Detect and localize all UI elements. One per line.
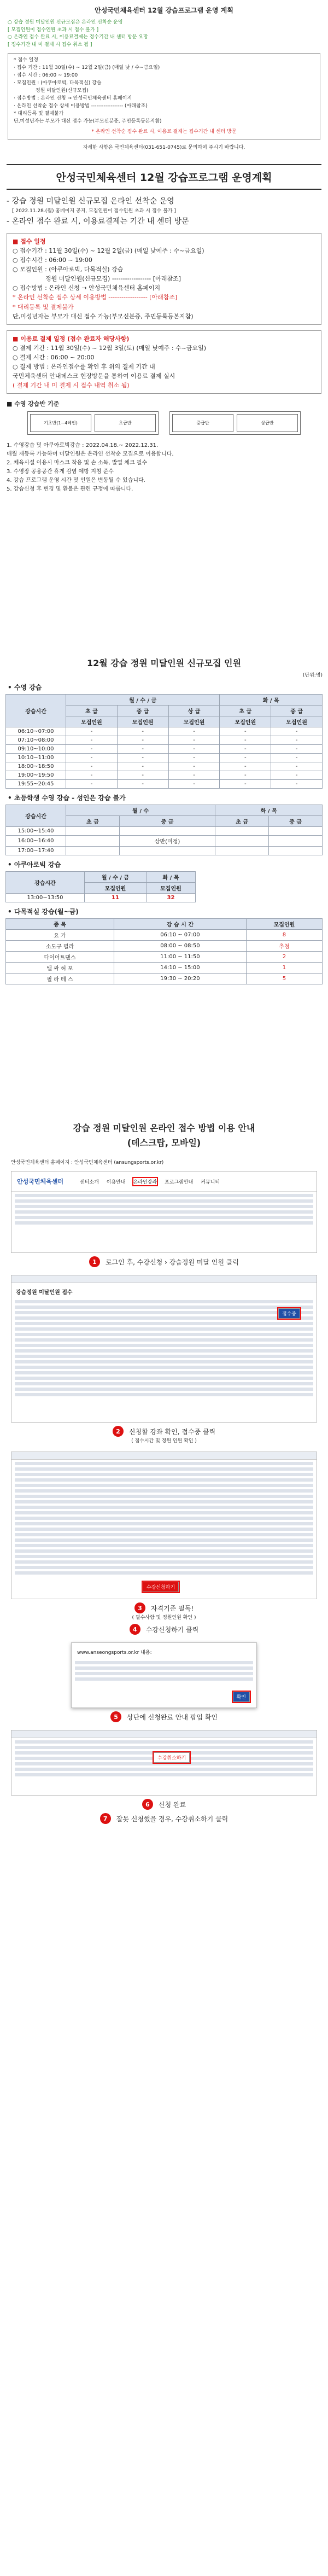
warn-text: * 온라인 선착순 접수 완료 시, 이용료 결제는 접수기간 내 센터 방문: [91, 129, 237, 135]
plan-note: 5. 강습신청 후 변경 및 환불은 관련 규정에 따릅니다.: [7, 486, 133, 492]
col-level: 상 급: [168, 706, 220, 716]
step-text: 신청 완료: [158, 1800, 186, 1809]
schedule-line: ○ 접수시간 : 06:00 ~ 19:00: [13, 257, 92, 264]
nav-item[interactable]: 센터소개: [80, 1179, 99, 1185]
table-cell: -: [271, 754, 323, 762]
step-note: ( 필수사항 및 정원인원 확인 ): [132, 1615, 196, 1621]
col-level: 초 급: [220, 706, 271, 716]
table-cell: -: [168, 780, 220, 789]
table-cell: -: [220, 754, 271, 762]
schedule-line: ○ 접수방법 : 온라인 신청 → 안성국민체육센터 홈페이지: [13, 284, 161, 292]
table-cell: 16:00~16:40: [6, 836, 66, 847]
pool-lane: 기초반(1~4레인): [30, 414, 91, 432]
col-time: 강 습 시 간: [114, 919, 247, 930]
table-cell: -: [117, 771, 168, 780]
table-cell: 상반(미정): [119, 836, 215, 847]
table-cell: -: [66, 762, 118, 771]
step-6: [11, 1799, 317, 1810]
table-row: [6, 827, 323, 836]
table-cell: -: [271, 762, 323, 771]
schedule-line: * 대리등록 및 결제불가: [13, 303, 74, 311]
table-cell: -: [271, 771, 323, 780]
schedule-head: ■ 접수 일정: [13, 238, 46, 246]
table-cell: -: [220, 780, 271, 789]
col-time: 강습시간: [6, 695, 66, 727]
step-number: 5: [110, 1711, 121, 1722]
info-line: · 온라인 선착순 접수 상세 이용방법 ------------------ (아래참조): [14, 103, 148, 109]
table-cell: -: [220, 727, 271, 736]
step-text: 신청할 강좌 확인, 접수중 클릭: [128, 1427, 216, 1436]
schedule-line: 정원 미달인원(신규모집) ------------------ [아래참조]: [45, 275, 181, 283]
table-cell: 5: [246, 974, 322, 984]
pay-line: ( 결제 기간 내 미 결제 시 접수 내역 취소 됨): [13, 381, 130, 389]
contact-text: 자세한 사항은 국민체육센터(031-651-0745)로 문의하여 주시기 바랍니다.: [83, 145, 245, 151]
header-notes: [8, 19, 320, 49]
col-name: 종 목: [6, 919, 114, 930]
howto-subtitle: (데스크탑, 모바일): [127, 1138, 201, 1148]
table-row: [6, 963, 323, 974]
table-row: [6, 941, 323, 952]
multi-table: [5, 918, 323, 984]
col-time: 강습시간: [6, 872, 85, 894]
pay-line: 국민체육센터 안내데스크 현장방문을 통하여 이용료 결제 실시: [13, 372, 175, 380]
col-group: 화 / 목: [215, 805, 323, 816]
table-row: [6, 727, 323, 736]
table-cell: 다이어트댄스: [6, 952, 114, 963]
step-number: 1: [89, 1256, 100, 1267]
schedule-line: 단,미성년자는 부모가 대신 접수 가능(부모신분증, 주민등록등본지참): [13, 312, 194, 320]
howto-title: 강습 정원 미달인원 온라인 접수 방법 이용 안내: [73, 1123, 255, 1133]
plan-note: 1. 수영강습 및 아쿠아로빅강습 : 2022.04.18.~ 2022.12.31.: [7, 442, 159, 448]
table-cell: 15:00~15:40: [6, 827, 66, 836]
popup-text: www.anseongsports.or.kr 내용:: [77, 1650, 152, 1656]
col-sub: 모집인원: [220, 716, 271, 727]
col-level: 중 급: [269, 816, 323, 827]
col-sub: 모집인원: [168, 716, 220, 727]
step-text: 잘못 신청했을 경우, 수강취소하기 클릭: [116, 1815, 229, 1823]
table-cell: 06:10 ~ 07:00: [114, 930, 247, 941]
pool-map-weekday: [27, 411, 159, 435]
schedule-box: [7, 233, 321, 324]
col-time: 강습시간: [6, 805, 66, 827]
step-number: 6: [142, 1799, 153, 1810]
kids-table-head: • 초등학생 수영 강습 - 성인은 강습 불가: [8, 794, 126, 802]
table-cell: 소도구 필라: [6, 941, 114, 952]
step-number: 7: [100, 1813, 111, 1824]
step-4: [11, 1624, 317, 1635]
table-cell: [66, 827, 120, 836]
table-cell: -: [66, 771, 118, 780]
table-cell: 08:00 ~ 08:50: [114, 941, 247, 952]
pay-line: ○ 결제 방법 : 온라인접수를 확인 후 위의 결제 기간 내: [13, 363, 155, 370]
table-cell: -: [117, 727, 168, 736]
col-group: 화 / 목: [220, 695, 323, 706]
step-7: [11, 1813, 317, 1824]
table-cell: 19:55~20:45: [6, 780, 66, 789]
step-1: [11, 1256, 317, 1267]
table-cell: -: [117, 745, 168, 754]
plan-note: 2. 체육시설 이용시 마스크 착용 및 손 소독, 발열 체크 필수: [7, 459, 148, 466]
table-row: [6, 836, 323, 847]
info-line: * 접수 일정: [14, 57, 38, 63]
col-group: 화 / 목: [146, 872, 195, 883]
pool-lane: 상급반: [237, 414, 298, 432]
header-info-box: [8, 53, 320, 140]
schedule-line: ○ 접수기간 : 11월 30일(수) ~ 12월 2일(금) (매일 낮예주 : 수~금요일): [13, 247, 204, 255]
plan-bullets: [7, 195, 321, 228]
table-cell: 밸 싸 허 포: [6, 963, 114, 974]
step-note: ( 접수시간 및 정원 인원 확인 ): [131, 1438, 197, 1444]
step-number: 4: [130, 1624, 140, 1635]
col-sub: 모집인원: [146, 883, 195, 894]
table-cell: [269, 847, 323, 855]
info-line: · 모집인원 : (아쿠아로빅, 다목적실) 강습: [14, 80, 102, 86]
table-cell: 07:10~08:00: [6, 736, 66, 745]
kids-table: [5, 805, 323, 855]
count-cell: 32: [146, 894, 195, 902]
header-title: 안성국민체육센터 12월 강습프로그램 운영 계획: [95, 7, 233, 14]
pool-map-weekend: [169, 411, 301, 435]
info-line: · 접수 시간 : 06:00 ~ 19:00: [14, 72, 78, 78]
step-number: 2: [113, 1426, 124, 1437]
info-line: 정원 미달인원(신규모집): [36, 88, 89, 94]
pay-box: [7, 330, 321, 394]
table-cell: -: [168, 771, 220, 780]
table-cell: 18:00~18:50: [6, 762, 66, 771]
plan-section: [0, 164, 328, 494]
table-cell: -: [271, 736, 323, 745]
col-sub: 모집인원: [85, 883, 147, 894]
table-cell: [119, 847, 215, 855]
table-cell: 19:00~19:50: [6, 771, 66, 780]
site-logo: 안성국민체육센터: [17, 1178, 64, 1185]
pay-line: ○ 결제 기간 : 11월 30일(수) ~ 12월 3일(토) (매일 낮예주 : 수~금요일): [13, 344, 207, 352]
plan-notes: [7, 441, 321, 494]
table-cell: -: [168, 745, 220, 754]
table-cell: -: [271, 745, 323, 754]
table-cell: -: [168, 727, 220, 736]
col-sub: 모집인원: [117, 716, 168, 727]
nav-item[interactable]: 커뮤니티: [201, 1179, 220, 1185]
step-2: [11, 1426, 317, 1437]
col-group: 월 / 수 / 금: [85, 872, 147, 883]
table-cell: -: [220, 745, 271, 754]
col-sub: 모집인원: [271, 716, 323, 727]
swim-table-head: • 수영 강습: [8, 684, 42, 691]
table-cell: [119, 827, 215, 836]
table-row: [6, 762, 323, 771]
table-cell: 요 가: [6, 930, 114, 941]
table-cell: -: [220, 736, 271, 745]
col-level: 초 급: [66, 816, 120, 827]
col-level: 초 급: [66, 706, 118, 716]
table-cell: -: [271, 727, 323, 736]
screenshot-course-detail: [11, 1452, 317, 1599]
table-row: [6, 930, 323, 941]
table-cell: 필 라 테 스: [6, 974, 114, 984]
recruit-section: [0, 656, 328, 984]
table-cell: -: [271, 780, 323, 789]
table-row: [6, 974, 323, 984]
col-sub: 모집인원: [66, 716, 118, 727]
header-note: [ 모집인원이 접수인원 초과 시 접수 불가 ]: [8, 27, 99, 33]
table-cell: 추첨: [246, 941, 322, 952]
apply-button[interactable]: 접수중: [278, 1308, 300, 1319]
schedule-line: * 온라인 선착순 접수 상세 이용방법 ------------------ [아래참조]: [13, 294, 178, 301]
table-cell: [66, 836, 120, 847]
info-line: · 접수 기간 : 11월 30일(수) ~ 12월 2일(금) (매일 낮 / 수~금요일): [14, 65, 160, 71]
table-cell: 8: [246, 930, 322, 941]
recruit-title: 12월 강습 정원 미달인원 신규모집 인원: [87, 658, 241, 668]
table-row: [6, 771, 323, 780]
col-count: 모집인원: [246, 919, 322, 930]
col-group: 월 / 수 / 금: [66, 695, 220, 706]
table-cell: -: [66, 745, 118, 754]
table-cell: -: [220, 762, 271, 771]
list-title: 강습정원 미달인원 접수: [16, 1290, 73, 1296]
step-text: 로그인 후, 수강신청 › 강습정원 미달 인원 클릭: [106, 1258, 239, 1266]
header-section: [0, 5, 328, 150]
table-cell: -: [117, 736, 168, 745]
info-line: * 대리등록 및 결제불가: [14, 110, 64, 116]
table-cell: 11:00 ~ 11:50: [114, 952, 247, 963]
col-level: 초 급: [215, 816, 269, 827]
pool-lane: 중급반: [172, 414, 233, 432]
submit-course-button[interactable]: 수강신청하기: [143, 1582, 179, 1592]
unit-label: (단위:명): [302, 673, 323, 678]
col-level: 중 급: [271, 706, 323, 716]
pool-lane: 초급반: [95, 414, 156, 432]
table-row: [6, 754, 323, 762]
time-cell: 13:00~13:50: [6, 894, 85, 902]
table-row: [6, 745, 323, 754]
aqua-table-head: • 아쿠아로빅 강습: [8, 861, 61, 869]
pool-maps: [7, 411, 321, 435]
screenshot-course-list: [11, 1275, 317, 1423]
table-cell: 19:30 ~ 20:20: [114, 974, 247, 984]
table-cell: -: [168, 736, 220, 745]
header-note: ○ 강습 정원 미달인원 신규모집은 온라인 선착순 운영: [8, 20, 123, 25]
plan-note: 3. 수영장 공용공간 휴게 감염 예방 지침 준수: [7, 468, 114, 475]
step-text: 상단에 신청완료 안내 팝업 확인: [127, 1713, 218, 1721]
table-cell: -: [66, 736, 118, 745]
nav-item[interactable]: 온라인강좌: [133, 1178, 157, 1185]
pay-head: ■ 이용료 결제 일정 (접수 완료자 해당사항): [13, 335, 130, 342]
table-cell: -: [66, 780, 118, 789]
table-cell: [269, 836, 323, 847]
table-row: [6, 847, 323, 855]
screenshot-popup: [71, 1642, 257, 1708]
table-cell: [215, 847, 269, 855]
plan-bullet: - 강습 정원 미달인원 신규모집 온라인 선착순 운영: [7, 197, 174, 206]
table-cell: -: [66, 727, 118, 736]
site-link[interactable]: 안성국민체육센터 홈페이지 : 안성국민체육센터 (ansungsports.or.kr): [11, 1160, 164, 1165]
table-cell: 06:10~07:00: [6, 727, 66, 736]
table-cell: [215, 836, 269, 847]
col-level: 중 급: [119, 816, 215, 827]
nav-item[interactable]: 프로그램안내: [165, 1179, 194, 1185]
cancel-course-button[interactable]: 수강취소하기: [154, 1752, 190, 1763]
col-group: 월 / 수: [66, 805, 215, 816]
plan-note: 매월 재등록 가능하며 미달인원은 온라인 선착순 모집으로 이용합니다.: [7, 451, 174, 457]
table-cell: -: [117, 762, 168, 771]
table-row: [6, 952, 323, 963]
table-cell: -: [220, 771, 271, 780]
header-note: ○ 온라인 접수 완료 시, 이용료결제는 정수기간 내 센터 방문 요망: [8, 34, 148, 40]
table-cell: 10:10~11:00: [6, 754, 66, 762]
plan-note: 4. 강습 프로그램 운영 시간 및 인원은 변동될 수 있습니다.: [7, 477, 145, 483]
plan-bullet: [ 2022.11.28.(월) 홈페이지 공지, 모집인원이 접수인원 초과 시 접수 불가 ]: [12, 208, 176, 214]
table-cell: -: [168, 754, 220, 762]
table-cell: -: [117, 754, 168, 762]
info-line: · 접수방법 : 온라인 신청 → 안성국민체육센터 홈페이지: [14, 95, 132, 101]
table-cell: -: [117, 780, 168, 789]
table-cell: [215, 827, 269, 836]
step-text: 수강신청하기 클릭: [145, 1625, 199, 1634]
swim-table: [5, 694, 323, 789]
step-3: [11, 1602, 317, 1613]
col-level: 중 급: [117, 706, 168, 716]
plan-bullet: - 온라인 접수 완료 시, 이용료결제는 기간 내 센터 방문: [7, 217, 189, 226]
plan-title: 안성국민체육센터 12월 강습프로그램 운영계획: [7, 164, 321, 190]
table-cell: [269, 827, 323, 836]
step-number: 3: [134, 1602, 145, 1613]
step-5: [11, 1711, 317, 1722]
table-cell: -: [168, 762, 220, 771]
info-line: 단,미성년자는 부모가 대신 접수 가능(부모신분증, 주민등록등본지참): [14, 118, 162, 124]
table-row: [6, 780, 323, 789]
table-cell: -: [66, 754, 118, 762]
howto-section: [0, 1121, 328, 1824]
table-cell: 17:00~17:40: [6, 847, 66, 855]
screenshot-complete: [11, 1730, 317, 1796]
table-cell: 1: [246, 963, 322, 974]
map-head: ■ 수영 강습반 기준: [7, 400, 60, 407]
table-cell: 14:10 ~ 15:00: [114, 963, 247, 974]
schedule-line: ○ 모집인원 : (아쿠아로빅, 다목적실) 강습: [13, 266, 124, 273]
count-cell: 11: [85, 894, 147, 902]
screenshot-homepage: [11, 1171, 317, 1253]
step-text: 자격기준 필독!: [150, 1604, 194, 1612]
table-cell: 2: [246, 952, 322, 963]
popup-confirm-button[interactable]: 확인: [233, 1692, 250, 1702]
aqua-table: [5, 871, 196, 902]
pay-line: ○ 결제 시간 : 06:00 ~ 20:00: [13, 353, 95, 361]
table-row: [6, 736, 323, 745]
multi-table-head: • 다목적실 강습(월~금): [8, 908, 79, 916]
table-cell: 09:10~10:00: [6, 745, 66, 754]
table-cell: [66, 847, 120, 855]
header-note: [ 정수기간 내 미 결제 시 접수 취소 됨 ]: [8, 42, 92, 48]
nav-item[interactable]: 이용안내: [106, 1179, 126, 1185]
